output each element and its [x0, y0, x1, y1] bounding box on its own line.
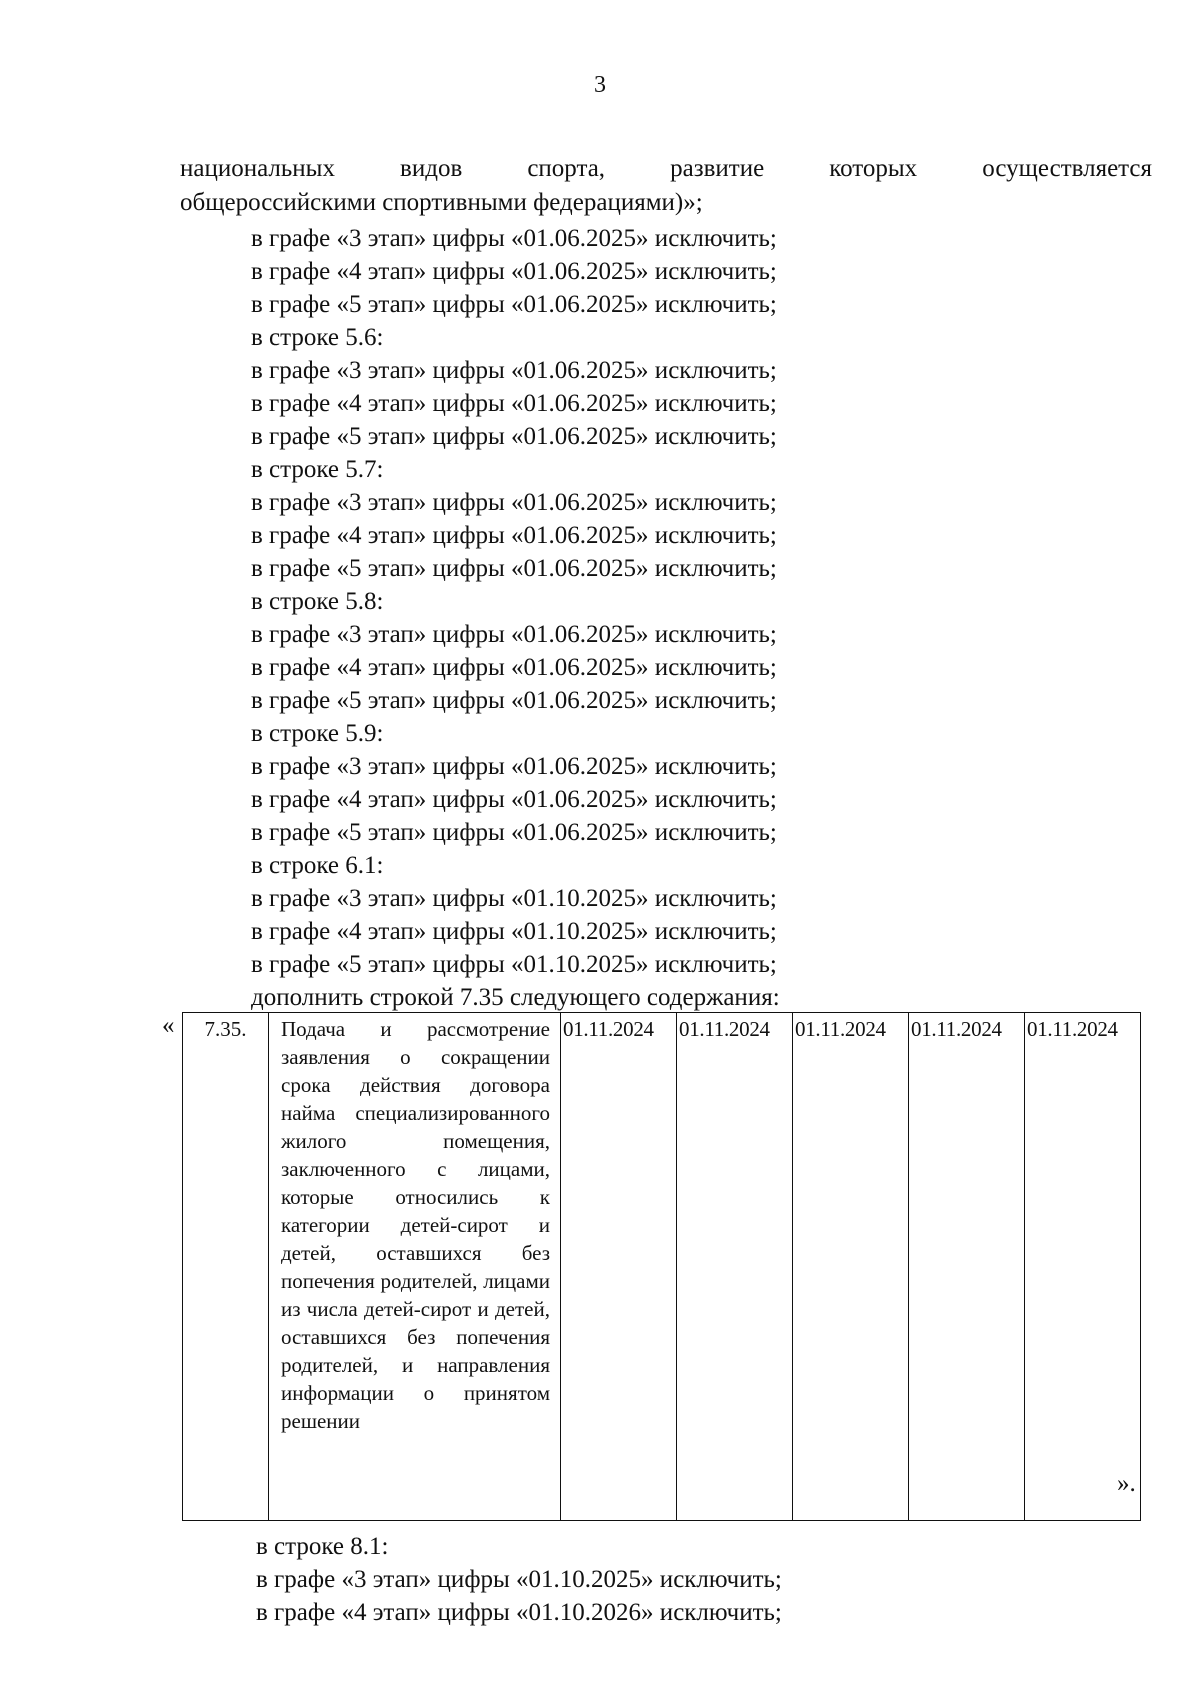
amendment-item: в графе «3 этап» цифры «01.06.2025» исключить; — [251, 357, 777, 384]
amendment-item: в графе «4 этап» цифры «01.06.2025» исключить; — [251, 786, 777, 813]
row-heading: в строке 8.1: — [256, 1533, 389, 1560]
row-heading: в строке 6.1: — [251, 852, 384, 879]
inserted-row-table — [182, 1012, 1141, 1521]
row-heading: в строке 5.7: — [251, 456, 384, 483]
amendment-item: в графе «5 этап» цифры «01.06.2025» исключить; — [251, 819, 777, 846]
amendment-list — [251, 222, 780, 1014]
amendment-item: в графе «3 этап» цифры «01.06.2025» исключить; — [251, 753, 777, 780]
amendment-item: в графе «5 этап» цифры «01.06.2025» исключить; — [251, 291, 777, 318]
amendment-item: в графе «5 этап» цифры «01.06.2025» исключить; — [251, 555, 777, 582]
amendment-item: в графе «5 этап» цифры «01.06.2025» исключить; — [251, 423, 777, 450]
row-heading: в строке 5.8: — [251, 588, 384, 615]
amendment-item: в графе «3 этап» цифры «01.10.2025» исключить; — [256, 1566, 782, 1593]
addition-heading: дополнить строкой 7.35 следующего содержания: — [251, 984, 780, 1011]
amendment-item: в графе «3 этап» цифры «01.06.2025» исключить; — [251, 489, 777, 516]
amendment-item: в графе «4 этап» цифры «01.06.2025» исключить; — [251, 390, 777, 417]
intro-line-2: общероссийскими спортивными федерациями)»; — [180, 189, 703, 216]
row-heading: в строке 5.9: — [251, 720, 384, 747]
stage-5-date-cell: 01.11.2024 — [1025, 1013, 1141, 1521]
row-description-cell: Подача и рассмотрение заявления о сокращении срока действия договора найма специализированного жилого помещения, заключенного с лицами, которые относились к категории детей-сирот и детей, оставшихся без попечения родителей, лицами из числа детей-сирот и детей, оставшихся без попечения родителей, и направления информации о принятом решении — [269, 1013, 561, 1521]
intro-line-1: национальных видов спорта, развитие которых осуществляется — [180, 155, 1152, 182]
amendment-item: в графе «4 этап» цифры «01.10.2026» исключить; — [256, 1599, 782, 1626]
amendment-item: в графе «3 этап» цифры «01.06.2025» исключить; — [251, 621, 777, 648]
amendment-item: в графе «5 этап» цифры «01.06.2025» исключить; — [251, 687, 777, 714]
amendment-item: в графе «4 этап» цифры «01.10.2025» исключить; — [251, 918, 777, 945]
intro-paragraph — [180, 152, 1152, 220]
page-number: 3 — [594, 72, 606, 98]
stage-1-date-cell: 01.11.2024 — [561, 1013, 677, 1521]
row-number-cell: 7.35. — [183, 1013, 269, 1521]
amendment-item: в графе «4 этап» цифры «01.06.2025» исключить; — [251, 258, 777, 285]
stage-4-date-cell: 01.11.2024 — [909, 1013, 1025, 1521]
amendment-item: в графе «3 этап» цифры «01.10.2025» исключить; — [251, 885, 777, 912]
table-row — [183, 1013, 1141, 1521]
opening-quote: « — [162, 1012, 175, 1039]
closing-quote: ». — [1117, 1470, 1136, 1497]
amendment-item: в графе «3 этап» цифры «01.06.2025» исключить; — [251, 225, 777, 252]
stage-3-date-cell: 01.11.2024 — [793, 1013, 909, 1521]
amendment-list-continued — [256, 1530, 782, 1629]
amendment-item: в графе «4 этап» цифры «01.06.2025» исключить; — [251, 522, 777, 549]
stage-2-date-cell: 01.11.2024 — [677, 1013, 793, 1521]
amendment-item: в графе «4 этап» цифры «01.06.2025» исключить; — [251, 654, 777, 681]
row-heading: в строке 5.6: — [251, 324, 384, 351]
amendment-item: в графе «5 этап» цифры «01.10.2025» исключить; — [251, 951, 777, 978]
